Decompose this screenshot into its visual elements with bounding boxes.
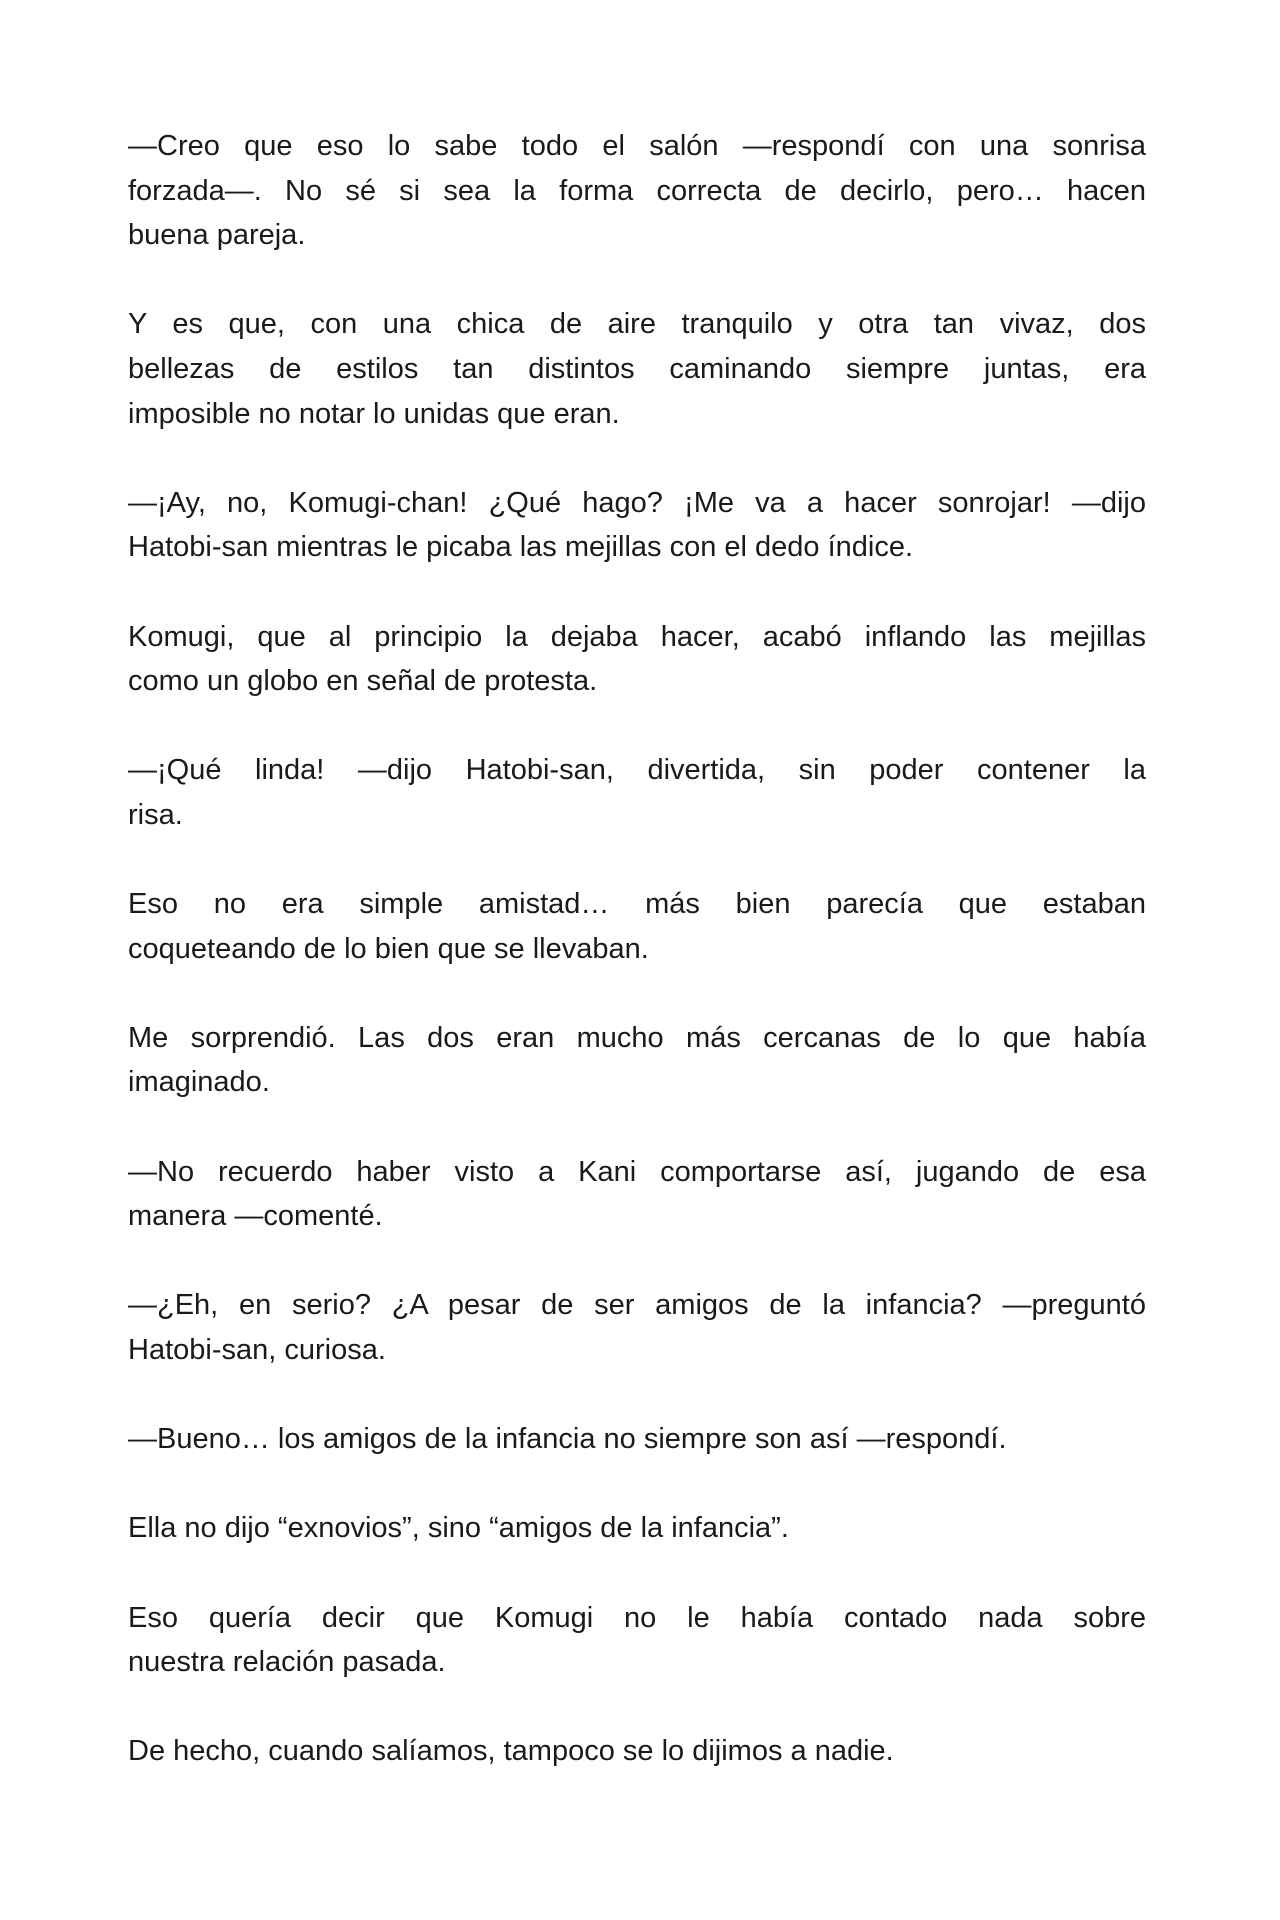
text-line: Hatobi-san, curiosa.: [128, 1334, 386, 1367]
text-line: Eso no era simple amistad… más bien parecía que estaban: [128, 888, 1146, 921]
text-line: —¡Ay, no, Komugi-chan! ¿Qué hago? ¡Me va a hacer sonrojar! —dijo: [128, 486, 1146, 519]
text-line: risa.: [128, 798, 183, 831]
text-line: imaginado.: [128, 1066, 270, 1099]
text-line: coqueteando de lo bien que se llevaban.: [128, 932, 649, 965]
text-line: Hatobi-san mientras le picaba las mejillas con el dedo índice.: [128, 531, 914, 564]
text-line: —¡Qué linda! —dijo Hatobi-san, divertida, sin poder contener la: [128, 754, 1146, 787]
text-line: Ella no dijo “exnovios”, sino “amigos de la infancia”.: [128, 1512, 789, 1545]
paragraph: [128, 882, 1146, 971]
text-line: buena pareja.: [128, 219, 306, 252]
paragraph: [128, 1016, 1146, 1105]
paragraph: [128, 1150, 1146, 1239]
text-line: como un globo en señal de protesta.: [128, 665, 598, 698]
paragraph: [128, 615, 1146, 704]
text-line: —No recuerdo haber visto a Kani comportarse así, jugando de esa: [128, 1155, 1146, 1188]
text-line: Eso quería decir que Komugi no le había contado nada sobre: [128, 1601, 1146, 1634]
paragraph: [128, 1417, 1146, 1462]
paragraph: [128, 1729, 1146, 1774]
text-line: —¿Eh, en serio? ¿A pesar de ser amigos de la infancia? —preguntó: [128, 1289, 1146, 1322]
text-line: imposible no notar lo unidas que eran.: [128, 397, 620, 430]
paragraph: [128, 1506, 1146, 1551]
paragraph: [128, 748, 1146, 837]
text-line: forzada—. No sé si sea la forma correcta de decirlo, pero… hacen: [128, 174, 1146, 207]
text-line: Me sorprendió. Las dos eran mucho más cercanas de lo que había: [128, 1021, 1146, 1054]
text-line: —Bueno… los amigos de la infancia no siempre son así —respondí.: [128, 1423, 1007, 1456]
paragraph: [128, 124, 1146, 258]
text-line: De hecho, cuando salíamos, tampoco se lo dijimos a nadie.: [128, 1735, 894, 1768]
paragraph: [128, 481, 1146, 570]
document-page: [128, 124, 1146, 1819]
paragraph: [128, 1596, 1146, 1685]
text-line: manera —comenté.: [128, 1200, 383, 1233]
text-line: nuestra relación pasada.: [128, 1646, 446, 1679]
text-line: Komugi, que al principio la dejaba hacer, acabó inflando las mejillas: [128, 620, 1146, 653]
paragraph: [128, 302, 1146, 436]
text-line: bellezas de estilos tan distintos caminando siempre juntas, era: [128, 352, 1146, 385]
text-line: —Creo que eso lo sabe todo el salón —respondí con una sonrisa: [128, 130, 1146, 162]
paragraph: [128, 1283, 1146, 1372]
text-line: Y es que, con una chica de aire tranquilo y otra tan vivaz, dos: [128, 308, 1146, 341]
